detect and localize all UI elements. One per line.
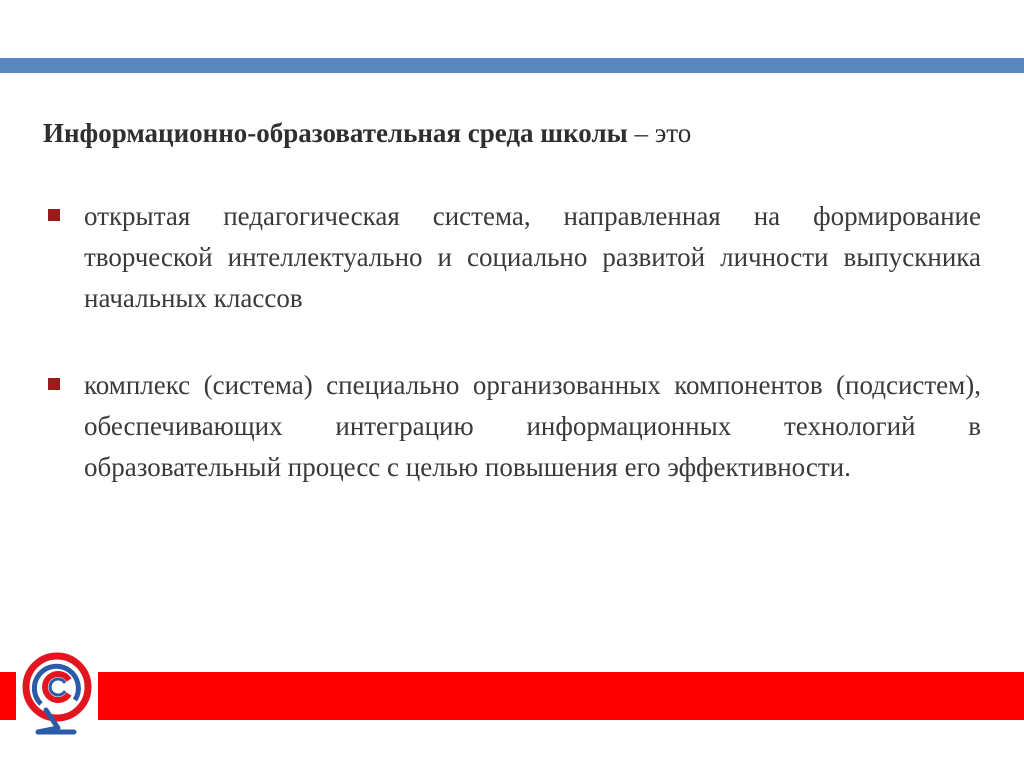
bullet-item (43, 365, 981, 488)
slide-title-rest: – это (627, 118, 692, 148)
bullet-item (43, 196, 981, 319)
square-bullet-icon (48, 378, 60, 390)
bottom-accent-bar (0, 672, 1024, 720)
logo (16, 648, 98, 740)
bullet-text: открытая педагогическая система, направленная на формирование творческой интеллектуально и социально развитой личности выпускника начальных классов (84, 201, 981, 313)
bullet-text: комплекс (система) специально организованных компонентов (подсистем), обеспечивающих интеграцию информационных технологий в образовательный процесс с целью повышения его эффективности. (84, 370, 981, 482)
top-accent-bar (0, 58, 1024, 73)
school-emblem-logo-icon (16, 648, 98, 740)
square-bullet-icon (48, 209, 60, 221)
bullet-list (43, 196, 981, 534)
slide-title (43, 116, 1003, 150)
slide-title-bold: Информационно-образовательная среда школы (43, 118, 628, 148)
